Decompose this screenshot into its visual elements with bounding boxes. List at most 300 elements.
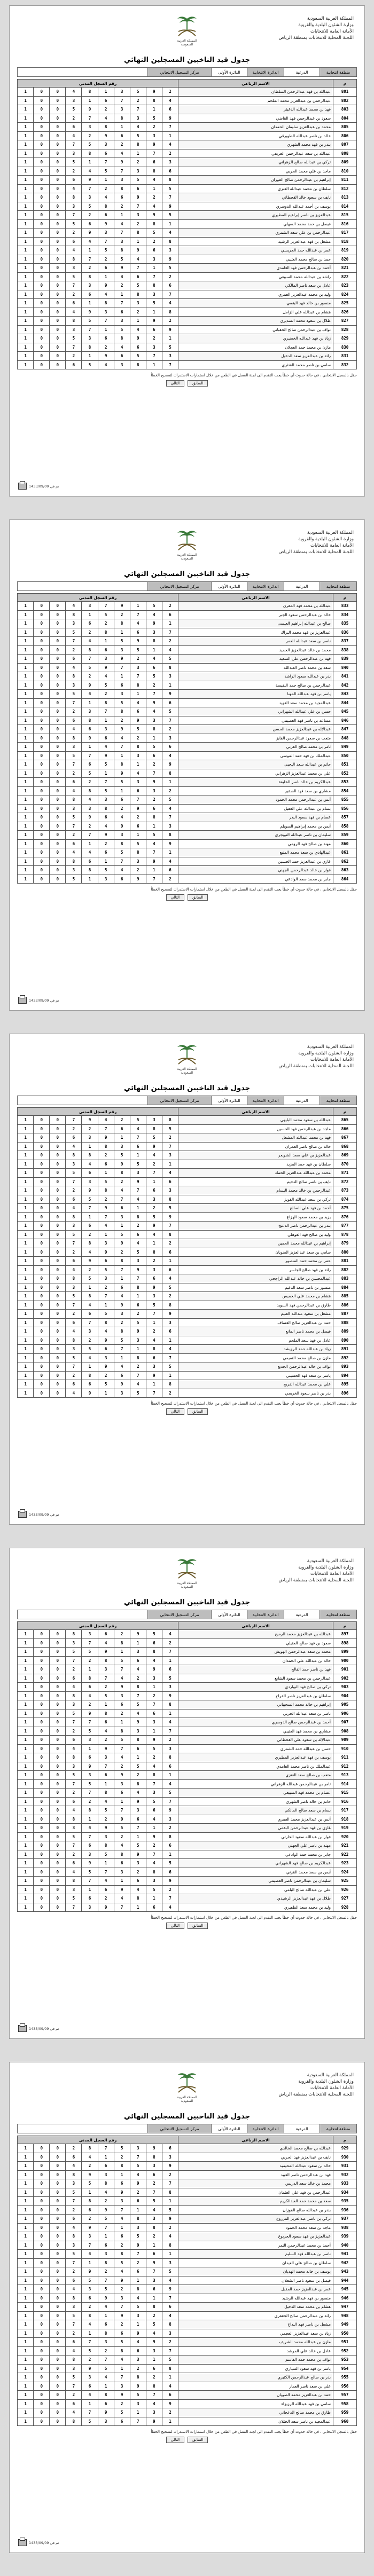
row-id-digit: 5 [82,2179,98,2188]
row-seq: 943 [333,2267,357,2276]
row-id-digit: 7 [146,2391,162,2400]
row-id-digit: 6 [114,875,130,884]
row-id-digit: 1 [162,1850,178,1859]
row-seq: 843 [333,690,357,699]
row-id-digit: 1 [18,360,34,369]
row-id-digit: 0 [50,272,66,281]
row-id-digit: 1 [18,1762,34,1771]
row-id-digit: 4 [98,114,114,123]
printer-icon[interactable] [18,1511,27,1518]
row-name: سلطان بن عبدالعزيز ناصر الفراج [178,1691,333,1700]
table-row [18,1789,357,1798]
row-name: نايف بن سعود خالد القحطاني [178,193,333,202]
row-id-digit: 3 [146,628,162,637]
row-id-digit: 0 [34,2188,50,2197]
row-id-digit: 1 [82,698,98,707]
row-id-digit: 1 [130,317,146,326]
district-value: الدائرة الأولى [211,68,247,76]
palm-swords-icon [172,1557,202,1581]
voters-table [17,1621,357,1912]
row-id-digit: 1 [18,813,34,822]
row-id-digit: 2 [66,167,82,176]
row-id-digit: 7 [66,637,82,646]
row-id-digit: 1 [82,158,98,167]
row-seq: 868 [333,1142,357,1151]
row-id-digit: 9 [162,2215,178,2224]
row-id-digit: 4 [66,602,82,611]
print-stamp [18,483,59,490]
palm-swords-icon [172,14,202,39]
table-row [18,698,357,707]
row-id-digit: 2 [66,1310,82,1319]
row-id-digit: 0 [50,317,66,326]
row-id-digit: 0 [50,743,66,752]
row-id-digit: 1 [114,751,130,760]
row-id-digit: 7 [82,1204,98,1213]
row-id-digit: 1 [130,149,146,158]
row-id-digit: 3 [66,619,82,628]
row-id-digit: 0 [34,2356,50,2365]
row-id-digit: 0 [34,2250,50,2259]
row-id-digit: 0 [34,2162,50,2171]
table-row [18,1744,357,1753]
row-id-digit: 1 [18,2197,34,2206]
row-seq: 835 [333,619,357,628]
row-id-digit: 6 [66,299,82,308]
row-id-digit: 7 [66,760,82,769]
ministry-header-lines [278,2072,354,2098]
row-id-digit: 4 [82,1691,98,1700]
row-name: سعد بن محمد ناصر العبدالله [178,663,333,672]
row-id-digit: 5 [66,1169,82,1178]
row-id-digit: 4 [66,246,82,255]
next-page-button[interactable]: التالي [166,1408,184,1415]
row-id-digit: 0 [50,637,66,646]
row-id-digit: 3 [66,1283,82,1292]
row-id-digit: 7 [162,628,178,637]
printer-icon[interactable] [18,483,27,490]
row-id-digit: 0 [50,1683,66,1692]
row-id-digit: 9 [146,317,162,326]
table-row [18,343,357,352]
row-id-digit: 1 [18,1789,34,1798]
row-id-digit: 2 [82,1336,98,1345]
row-id-digit: 2 [82,2303,98,2312]
page-title: جدول قيد الناخبين المسجلين النهائي [124,1084,250,1092]
row-name: حمد بن عبدالعزيز محمد الصويان [178,2391,333,2400]
row-id-digit: 6 [66,2338,82,2347]
row-id-digit: 3 [82,2373,98,2382]
row-id-digit: 1 [18,1850,34,1859]
row-id-digit: 0 [34,219,50,229]
row-id-digit: 0 [34,2258,50,2267]
row-id-digit: 1 [130,831,146,840]
row-seq: 841 [333,672,357,681]
page-title: جدول قيد الناخبين المسجلين النهائي [124,1598,250,1606]
row-id-digit: 0 [34,2417,50,2426]
row-name: منصور بن ناصر سعد الدغيم [178,1283,333,1292]
row-id-digit: 1 [18,1718,34,1727]
row-id-digit: 9 [82,229,98,238]
row-name: طارق بن عبدالرحمن فهد السويد [178,1301,333,1310]
row-id-digit: 9 [114,2188,130,2197]
row-id-digit: 6 [98,2399,114,2408]
row-id-digit: 0 [50,1815,66,1824]
row-id-digit: 6 [98,1718,114,1727]
printer-icon[interactable] [18,997,27,1004]
row-id-digit: 0 [34,1779,50,1789]
row-id-digit: 8 [146,167,162,176]
next-page-button[interactable]: التالي [166,2437,184,2443]
row-id-digit: 2 [82,264,98,273]
row-seq: 810 [333,167,357,176]
row-id-digit: 0 [34,2215,50,2224]
voters-table-body [18,1116,357,1398]
row-seq: 931 [333,2162,357,2171]
row-name: علي بن محمد عبدالله الفريح [178,1380,333,1389]
row-id-digit: 0 [34,2303,50,2312]
row-id-digit: 5 [130,1700,146,1710]
row-id-digit: 5 [66,1832,82,1841]
row-id-digit: 3 [66,202,82,211]
row-id-digit: 7 [162,1222,178,1231]
table-row [18,202,357,211]
row-id-digit: 1 [130,1151,146,1160]
next-page-button[interactable]: التالي [166,894,184,901]
row-id-digit: 2 [130,1222,146,1231]
row-id-digit: 7 [82,1789,98,1798]
row-id-digit: 9 [82,1762,98,1771]
row-id-digit: 1 [146,105,162,114]
row-seq: 903 [333,1683,357,1692]
row-id-digit: 0 [50,140,66,149]
row-id-digit: 0 [34,343,50,352]
row-id-digit: 0 [34,1283,50,1292]
row-id-digit: 1 [98,176,114,185]
row-id-digit: 0 [34,1142,50,1151]
row-id-digit: 9 [98,131,114,140]
row-name: فيصل بن سعود ناصر الشعلان [178,2276,333,2285]
row-id-digit: 7 [66,2197,82,2206]
row-id-digit: 5 [66,751,82,760]
row-id-digit: 4 [82,237,98,246]
row-id-digit: 3 [82,1630,98,1639]
row-seq: 960 [333,2417,357,2426]
row-id-digit: 3 [162,1318,178,1327]
row-id-digit: 2 [66,2267,82,2276]
row-name: أحمد بن فهد علي الصالح [178,1204,333,1213]
row-id-digit: 1 [18,272,34,281]
row-id-digit: 2 [82,1656,98,1665]
table-row [18,1301,357,1310]
row-id-digit: 0 [50,2179,66,2188]
row-id-digit: 4 [114,272,130,281]
row-id-digit: 2 [66,831,82,840]
row-name: سعود بن عبدالرحمن فهد القاضي [178,114,333,123]
row-id-digit: 4 [66,1204,82,1213]
row-name: عصام بن محمد فهد السبيعي [178,1789,333,1798]
row-id-digit: 7 [130,2250,146,2259]
row-id-digit: 4 [82,795,98,805]
row-id-digit: 1 [114,123,130,132]
row-id-digit: 5 [162,1789,178,1798]
row-seq: 866 [333,1124,357,1133]
row-seq: 884 [333,1283,357,1292]
row-id-digit: 6 [114,308,130,317]
row-id-digit: 1 [18,1222,34,1231]
row-id-digit: 6 [66,2276,82,2285]
printer-icon[interactable] [18,2539,27,2546]
row-id-digit: 1 [18,2303,34,2312]
row-name: مشعل بن ناصر فهد البداح [178,2320,333,2329]
row-id-digit: 1 [18,131,34,140]
row-name: عبدالرحمن بن خالد محمد البسام [178,1186,333,1195]
row-id-digit: 5 [98,866,114,875]
row-id-digit: 4 [130,698,146,707]
row-seq: 860 [333,839,357,848]
row-id-digit: 8 [114,334,130,343]
row-id-digit: 7 [98,602,114,611]
print-date: 1433/09/09 تم في [29,998,59,1003]
row-id-digit: 7 [146,1389,162,1398]
row-id-digit: 0 [34,1292,50,1301]
row-name: عمر بن محمد حمد المنصور [178,1257,333,1266]
row-id-digit: 5 [66,813,82,822]
row-id-digit: 3 [130,114,146,123]
row-name: عمر بن عبدالعزيز حمد المقبل [178,2285,333,2294]
row-id-digit: 3 [66,149,82,158]
row-id-digit: 0 [50,804,66,813]
row-seq: 825 [333,299,357,308]
row-id-digit: 3 [130,778,146,787]
row-id-digit: 3 [98,655,114,664]
row-seq: 895 [333,1380,357,1389]
row-id-digit: 2 [98,1683,114,1692]
row-id-digit: 8 [98,2391,114,2400]
row-id-digit: 5 [162,795,178,805]
row-seq: 859 [333,831,357,840]
row-id-digit: 6 [98,1771,114,1780]
row-id-digit: 5 [66,1648,82,1657]
row-id-digit: 1 [82,246,98,255]
row-id-digit: 1 [18,2329,34,2338]
row-id-digit: 7 [130,105,146,114]
row-id-digit: 6 [98,645,114,655]
row-name: عمر بن عبدالله حمد الجريسي [178,246,333,255]
row-id-digit: 4 [66,1389,82,1398]
region-label: منطقة انتخابية [320,2124,356,2133]
row-name: مازن بن صالح محمد التميمي [178,1353,333,1362]
row-id-digit: 1 [146,1239,162,1248]
row-id-digit: 8 [162,1195,178,1204]
row-id-digit: 5 [130,131,146,140]
row-id-digit: 9 [98,2408,114,2417]
row-id-digit: 4 [162,1274,178,1283]
printer-icon[interactable] [18,2025,27,2032]
row-id-digit: 9 [114,769,130,778]
print-stamp [18,1511,59,1518]
row-id-digit: 1 [18,1301,34,1310]
voter-list-page [9,1034,365,1525]
row-seq: 954 [333,2364,357,2373]
row-seq: 809 [333,158,357,167]
row-id-digit: 6 [130,2197,146,2206]
next-page-button[interactable]: التالي [166,380,184,387]
row-seq: 957 [333,2391,357,2400]
row-id-digit: 6 [66,716,82,725]
prev-page-button[interactable]: السابق [188,2437,208,2443]
col-header-name: الاسم الرباعي [178,594,333,602]
row-id-digit: 2 [98,1736,114,1745]
row-id-digit: 2 [98,255,114,264]
row-id-digit: 9 [162,1806,178,1815]
table-row [18,1265,357,1274]
row-id-digit: 7 [130,1371,146,1380]
row-id-digit: 0 [34,1133,50,1143]
row-id-digit: 0 [34,628,50,637]
row-name: زياد بن سعد عبدالعزيز العجمي [178,2329,333,2338]
row-id-digit: 0 [50,1222,66,1231]
table-row [18,1318,357,1327]
row-id-digit: 9 [146,1142,162,1151]
row-id-digit: 0 [34,2223,50,2232]
palm-swords-icon [172,529,202,553]
row-id-digit: 7 [130,2417,146,2426]
table-row [18,734,357,743]
prev-page-button[interactable]: السابق [188,1408,208,1415]
prev-page-button[interactable]: السابق [188,380,208,387]
prev-page-button[interactable]: السابق [188,1923,208,1929]
row-id-digit: 1 [146,1177,162,1186]
row-id-digit: 8 [98,2179,114,2188]
table-row [18,149,357,158]
row-id-digit: 0 [50,1151,66,1160]
row-id-digit: 6 [162,105,178,114]
row-id-digit: 1 [130,2320,146,2329]
row-id-digit: 8 [66,1753,82,1762]
row-id-digit: 1 [162,1656,178,1665]
row-id-digit: 3 [114,1142,130,1151]
row-id-digit: 5 [82,1779,98,1789]
table-row [18,317,357,326]
row-seq: 801 [333,88,357,97]
row-id-digit: 3 [146,1195,162,1204]
row-id-digit: 5 [66,334,82,343]
row-id-digit: 2 [82,1265,98,1274]
table-row [18,1186,357,1195]
row-id-digit: 9 [162,2162,178,2171]
row-id-digit: 9 [162,839,178,848]
row-id-digit: 6 [66,2215,82,2224]
row-id-digit: 5 [114,848,130,857]
row-id-digit: 5 [66,2373,82,2382]
row-id-digit: 1 [18,1841,34,1850]
row-seq: 827 [333,317,357,326]
row-id-digit: 1 [18,637,34,646]
row-seq: 867 [333,1133,357,1143]
row-id-digit: 0 [34,1789,50,1798]
row-id-digit: 0 [34,2285,50,2294]
row-id-digit: 1 [162,1336,178,1345]
row-id-digit: 3 [146,2276,162,2285]
row-id-digit: 0 [50,1142,66,1151]
row-id-digit: 6 [130,1656,146,1665]
row-id-digit: 0 [50,1789,66,1798]
row-id-digit: 5 [82,1868,98,1877]
row-id-digit: 2 [114,716,130,725]
print-date: 1433/09/09 تم في [29,484,59,489]
row-id-digit: 8 [130,2215,146,2224]
row-id-digit: 0 [34,2179,50,2188]
row-seq: 850 [333,751,357,760]
row-id-digit: 9 [98,1824,114,1833]
row-name: تركي بن سعد عبدالله القويز [178,1195,333,1204]
row-id-digit: 7 [114,1806,130,1815]
row-seq: 849 [333,743,357,752]
table-row [18,1815,357,1824]
next-page-button[interactable]: التالي [166,1923,184,1929]
row-seq: 820 [333,255,357,264]
row-id-digit: 4 [146,2205,162,2215]
row-id-digit: 3 [114,831,130,840]
row-id-digit: 0 [50,1656,66,1665]
row-id-digit: 3 [114,1310,130,1319]
row-id-digit: 0 [50,1824,66,1833]
row-id-digit: 9 [114,158,130,167]
row-id-digit: 5 [66,1771,82,1780]
row-id-digit: 2 [162,1292,178,1301]
row-id-digit: 9 [130,1797,146,1806]
row-id-digit: 0 [34,1674,50,1683]
row-id-digit: 8 [82,2311,98,2320]
row-id-digit: 1 [18,672,34,681]
row-id-digit: 2 [162,725,178,734]
region-label: منطقة انتخابية [320,1610,356,1619]
row-name: متعب بن صالح سعد العنزي [178,1771,333,1780]
row-id-digit: 6 [98,2241,114,2250]
row-name: عبدالرحمن بن صالح حمد النفيسة [178,681,333,690]
row-id-digit: 0 [50,725,66,734]
row-id-digit: 7 [98,778,114,787]
row-id-digit: 3 [162,822,178,831]
row-id-digit: 7 [162,1797,178,1806]
prev-page-button[interactable]: السابق [188,894,208,901]
table-row [18,839,357,848]
row-name: يوسف بن خالد محمد الهديان [178,2267,333,2276]
row-id-digit: 7 [66,1301,82,1310]
header-line: المملكة العربية السعودية [307,1558,354,1564]
row-id-digit: 4 [98,1327,114,1336]
row-id-digit: 9 [114,1885,130,1894]
row-id-digit: 8 [146,2382,162,2391]
center-label: مركز التسجيل الانتخابي [147,2124,211,2133]
row-id-digit: 0 [50,839,66,848]
row-id-digit: 0 [34,202,50,211]
row-seq: 925 [333,1877,357,1886]
row-id-digit: 8 [66,193,82,202]
row-id-digit: 4 [114,2356,130,2365]
row-id-digit: 1 [18,2294,34,2303]
row-id-digit: 3 [82,1903,98,1912]
table-row [18,2303,357,2312]
center-value [18,582,147,590]
row-id-digit: 1 [18,619,34,628]
table-row [18,2144,357,2153]
row-id-digit: 8 [66,1336,82,1345]
row-id-digit: 0 [50,1648,66,1657]
row-id-digit: 8 [162,2320,178,2329]
row-id-digit: 1 [18,308,34,317]
